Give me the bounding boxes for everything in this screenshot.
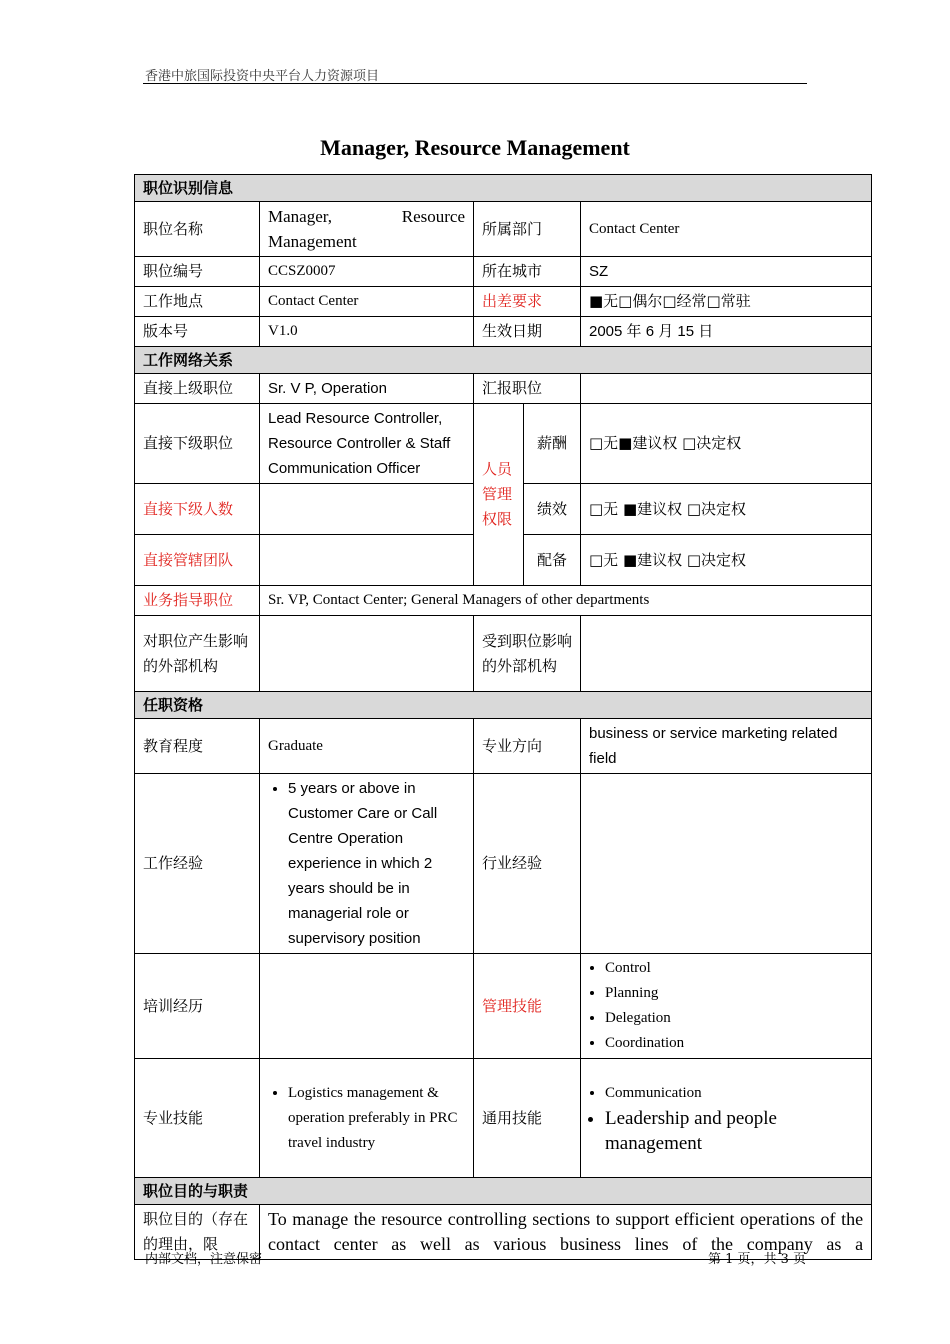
footer-page-number: 第 1 页，共 3 页 bbox=[708, 1252, 807, 1267]
purpose-value: To manage the resource controlling sections to support efficient operations of the contact center as well as various business lines of the company as a bbox=[260, 1205, 872, 1260]
superior-value: Sr. V P, Operation bbox=[260, 374, 474, 404]
position-name-part-2: Resource bbox=[401, 207, 465, 226]
subordinate-count-value bbox=[260, 484, 474, 535]
travel-value: ■无□偶尔□经常□常驻 bbox=[581, 287, 872, 317]
external-affected-label: 受到职位影响的外部机构 bbox=[474, 616, 581, 692]
position-name-part-3: Management bbox=[268, 232, 357, 251]
purpose-label: 职位目的（存在的理由，限 bbox=[135, 1205, 260, 1260]
auth-performance-label: 绩效 bbox=[524, 484, 581, 535]
document-header: 香港中旅国际投资中央平台人力资源项目 bbox=[145, 69, 380, 84]
department-value: Contact Center bbox=[581, 202, 872, 257]
mgmt-skill-item: • Planning bbox=[605, 981, 863, 1006]
guidance-value: Sr. VP, Contact Center; General Managers of other departments bbox=[260, 586, 872, 616]
experience-label: 工作经验 bbox=[135, 774, 260, 954]
position-code-label: 职位编号 bbox=[135, 257, 260, 287]
subordinate-count-label: 直接下级人数 bbox=[135, 484, 260, 535]
external-affected-value bbox=[581, 616, 872, 692]
work-location-label: 工作地点 bbox=[135, 287, 260, 317]
mgmt-skill-item: • Coordination bbox=[605, 1031, 863, 1056]
position-code-value: CCSZ0007 bbox=[260, 257, 474, 287]
auth-salary-label: 薪酬 bbox=[524, 404, 581, 484]
subordinate-label: 直接下级职位 bbox=[135, 404, 260, 484]
report-value bbox=[581, 374, 872, 404]
pro-skills-label: 专业技能 bbox=[135, 1059, 260, 1178]
version-value: V1.0 bbox=[260, 317, 474, 347]
position-name-value bbox=[260, 202, 474, 257]
mgmt-skills-label: 管理技能 bbox=[474, 954, 581, 1059]
city-value: SZ bbox=[581, 257, 872, 287]
general-skill-item: • Leadership and people management bbox=[605, 1106, 863, 1156]
industry-value bbox=[581, 774, 872, 954]
general-skills-value bbox=[581, 1059, 872, 1178]
effective-date-label: 生效日期 bbox=[474, 317, 581, 347]
external-affect-value bbox=[260, 616, 474, 692]
team-value bbox=[260, 535, 474, 586]
work-location-value: Contact Center bbox=[260, 287, 474, 317]
department-label: 所属部门 bbox=[474, 202, 581, 257]
authority-label: 人员管理权限 bbox=[474, 404, 524, 586]
training-label: 培训经历 bbox=[135, 954, 260, 1059]
city-label: 所在城市 bbox=[474, 257, 581, 287]
auth-staffing-label: 配备 bbox=[524, 535, 581, 586]
position-name-label: 职位名称 bbox=[135, 202, 260, 257]
header-rule bbox=[143, 83, 807, 84]
auth-salary-value: □无■建议权 □决定权 bbox=[581, 404, 872, 484]
travel-label: 出差要求 bbox=[474, 287, 581, 317]
education-value: Graduate bbox=[260, 719, 474, 774]
external-affect-label: 对职位产生影响的外部机构 bbox=[135, 616, 260, 692]
pro-skills-value bbox=[260, 1059, 474, 1178]
position-name-part-1: Manager, bbox=[268, 207, 332, 226]
section-qualifications: 任职资格 bbox=[135, 692, 872, 719]
mgmt-skills-value bbox=[581, 954, 872, 1059]
report-label: 汇报职位 bbox=[474, 374, 581, 404]
major-value: business or service marketing related field bbox=[581, 719, 872, 774]
team-label: 直接管辖团队 bbox=[135, 535, 260, 586]
section-network: 工作网络关系 bbox=[135, 347, 872, 374]
general-skills-label: 通用技能 bbox=[474, 1059, 581, 1178]
auth-staffing-value: □无 ■建议权 □决定权 bbox=[581, 535, 872, 586]
effective-date-value: 2005 年 6 月 15 日 bbox=[581, 317, 872, 347]
document-title: Manager, Resource Management bbox=[320, 135, 630, 160]
experience-item: • 5 years or above in Customer Care or Call Centre Operation experience in which 2 years should be in managerial role or supervisory position bbox=[288, 776, 465, 951]
mgmt-skill-item: • Delegation bbox=[605, 1006, 863, 1031]
job-description-table bbox=[134, 174, 872, 1260]
major-label: 专业方向 bbox=[474, 719, 581, 774]
general-skill-item: • Communication bbox=[605, 1081, 863, 1106]
experience-value bbox=[260, 774, 474, 954]
footer-confidential: 内部文档，注意保密 bbox=[145, 1252, 263, 1267]
education-label: 教育程度 bbox=[135, 719, 260, 774]
superior-label: 直接上级职位 bbox=[135, 374, 260, 404]
training-value bbox=[260, 954, 474, 1059]
auth-performance-value: □无 ■建议权 □决定权 bbox=[581, 484, 872, 535]
version-label: 版本号 bbox=[135, 317, 260, 347]
guidance-label: 业务指导职位 bbox=[135, 586, 260, 616]
subordinate-value: Lead Resource Controller, Resource Controller & Staff Communication Officer bbox=[260, 404, 474, 484]
section-purpose: 职位目的与职责 bbox=[135, 1178, 872, 1205]
section-identification: 职位识别信息 bbox=[135, 175, 872, 202]
pro-skill-item: • Logistics management & operation preferably in PRC travel industry bbox=[288, 1081, 465, 1156]
industry-label: 行业经验 bbox=[474, 774, 581, 954]
mgmt-skill-item: • Control bbox=[605, 956, 863, 981]
